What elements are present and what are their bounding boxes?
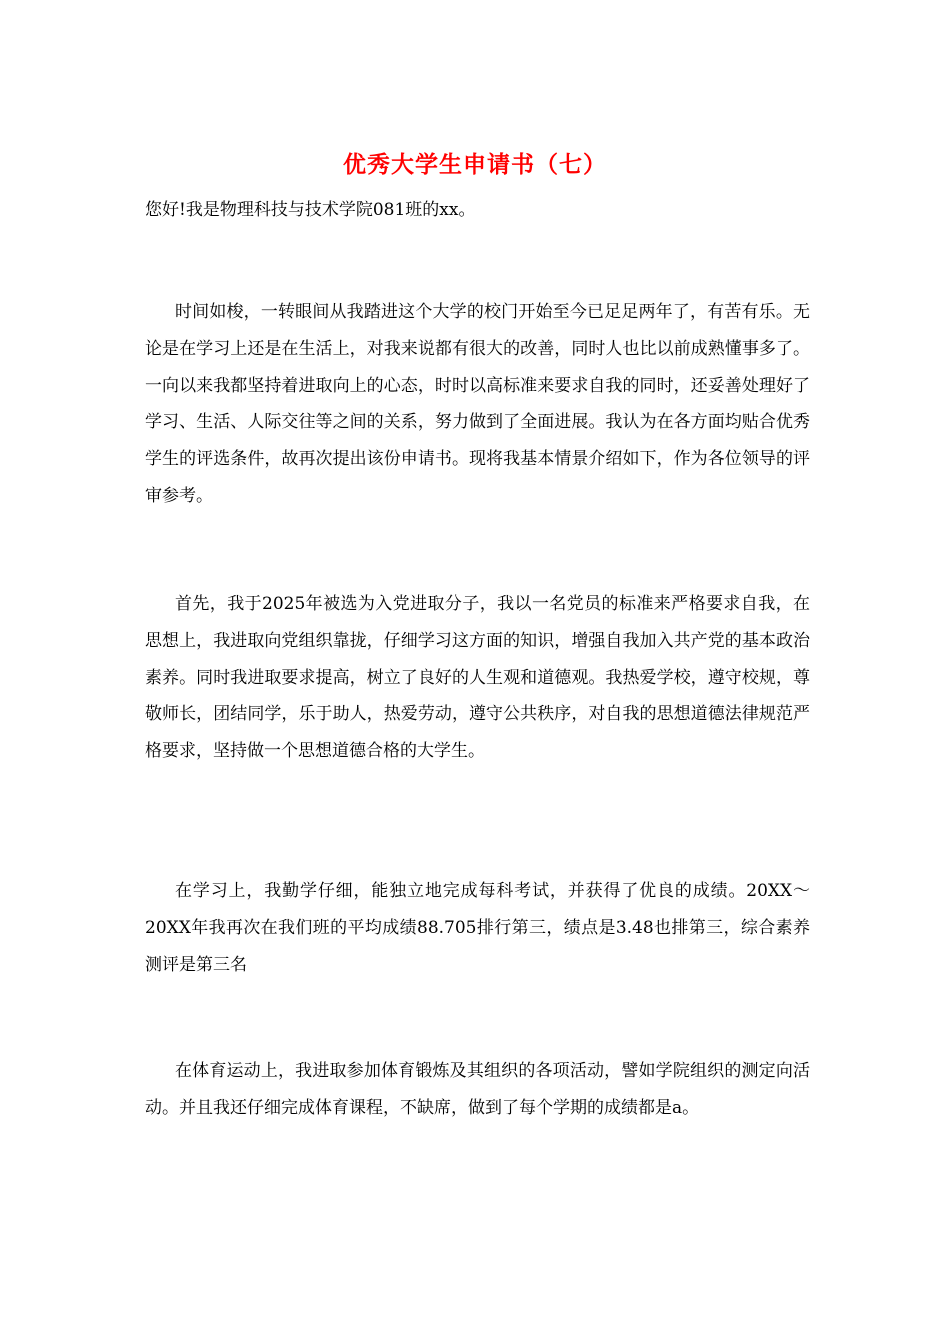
paragraph-study: 在学习上，我勤学仔细，能独立地完成每科考试，并获得了优良的成绩。20XX～20XX年我再次在我们班的平均成绩88.705排行第三，绩点是3.48也排第三，综合素养测评是第三名 — [145, 881, 810, 975]
greeting-line: 您好!我是物理科技与技术学院081班的xx。 — [145, 200, 476, 220]
paragraph-political: 首先，我于2025年被选为入党进取分子，我以一名党员的标准来严格要求自我，在思想上，我进取向党组织靠拢，仔细学习这方面的知识，增强自我加入共产党的基本政治素养。同时我进取要求提高，树立了良好的人生观和道德观。我热爱学校，遵守校规，尊敬师长，团结同学，乐于助人，热爱劳动，遵守公共秩序，对自我的思想道德法律规范严格要求，坚持做一个思想道德合格的大学生。 — [145, 594, 810, 762]
paragraph-intro: 时间如梭，一转眼间从我踏进这个大学的校门开始至今已足足两年了，有苦有乐。无论是在学习上还是在生活上，对我来说都有很大的改善，同时人也比以前成熟懂事多了。一向以来我都坚持着进取向上的心态，时时以高标准来要求自我的同时，还妥善处理好了学习、生活、人际交往等之间的关系，努力做到了全面进展。我认为在各方面均贴合优秀学生的评选条件，故再次提出该份申请书。现将我基本情景介绍如下，作为各位领导的评审参考。 — [145, 302, 810, 506]
paragraph-sports: 在体育运动上，我进取参加体育锻炼及其组织的各项活动，譬如学院组织的测定向活动。并且我还仔细完成体育课程，不缺席，做到了每个学期的成绩都是a。 — [145, 1061, 810, 1118]
document-title: 优秀大学生申请书（七） — [343, 151, 607, 178]
